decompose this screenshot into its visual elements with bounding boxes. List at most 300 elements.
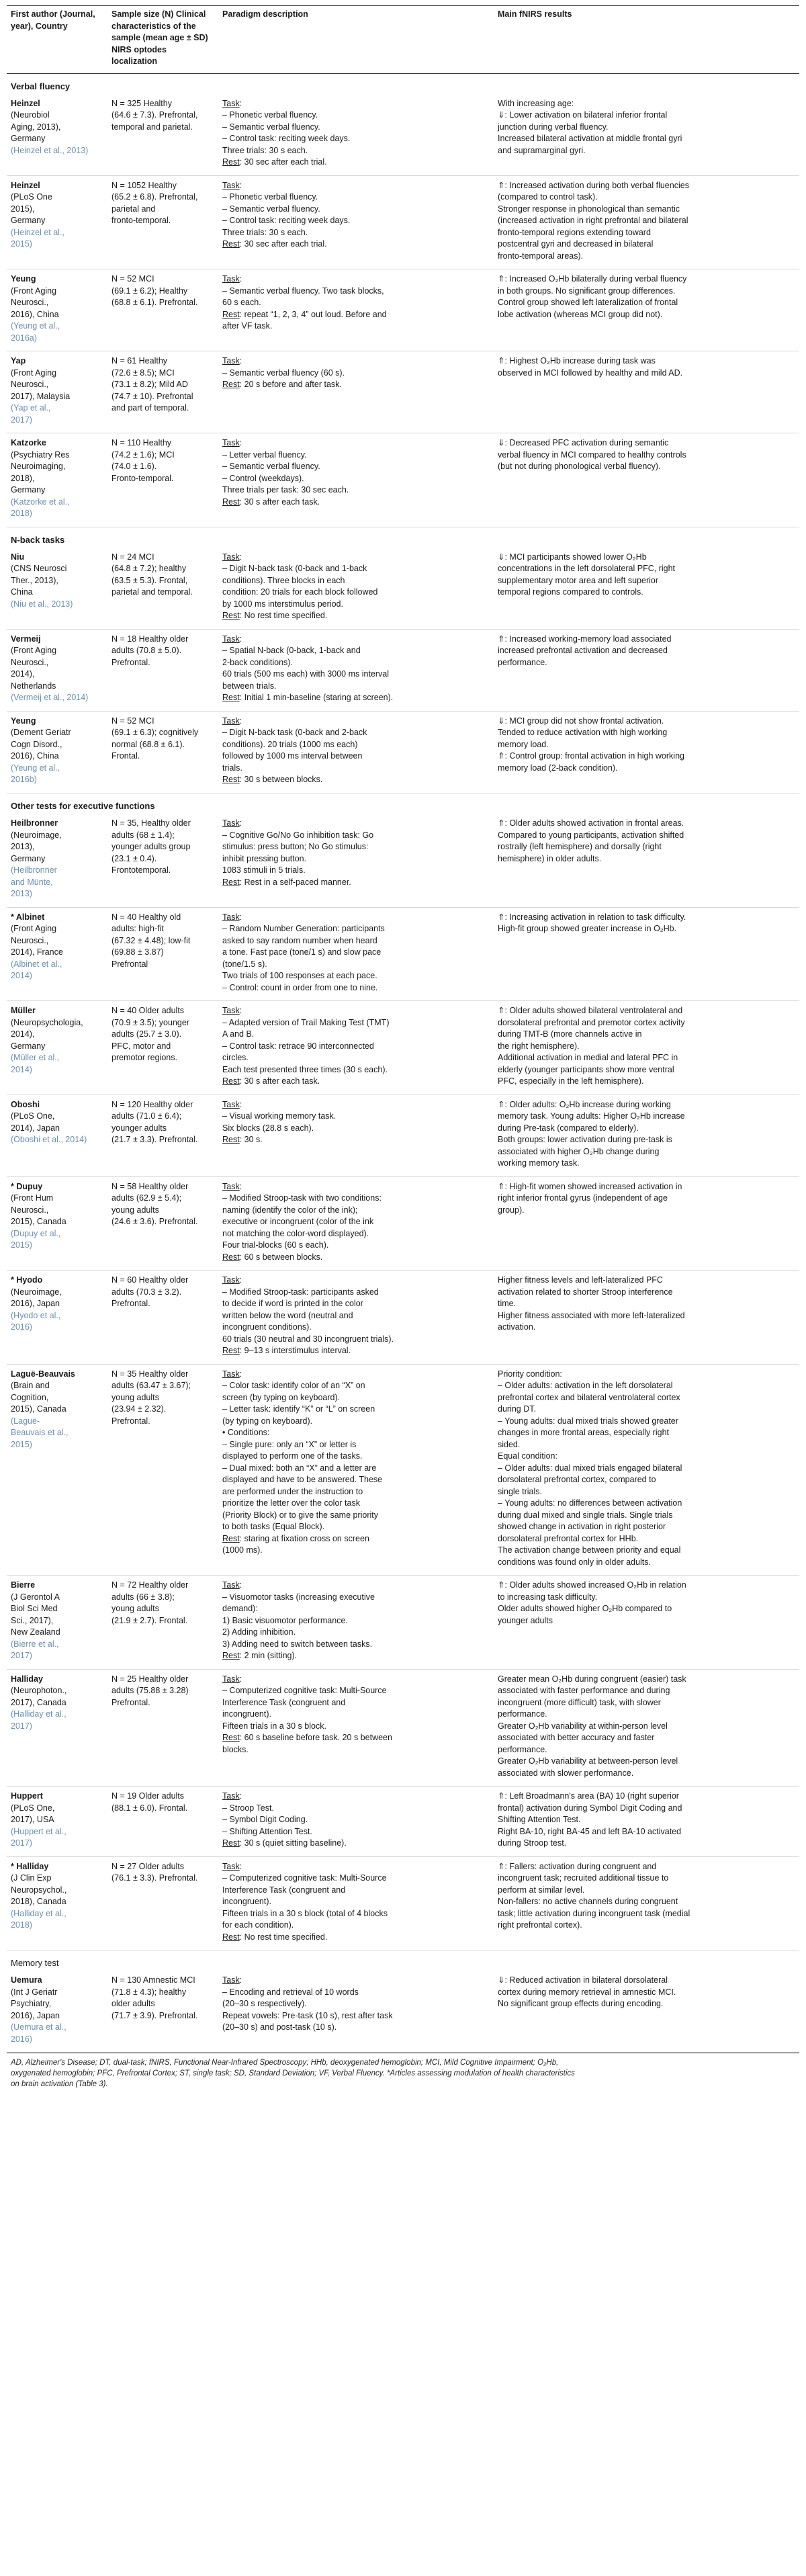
- results-line: in both groups. No significant group differences.: [498, 286, 676, 296]
- results-line: hemisphere) in older adults.: [498, 853, 602, 863]
- citation-link[interactable]: 2014): [11, 971, 32, 981]
- citation-link[interactable]: 2015): [11, 1439, 32, 1449]
- paradigm-line: condition: 20 trials for each block followed: [222, 587, 378, 597]
- paradigm-label: Rest: [222, 1838, 240, 1848]
- citation-link[interactable]: 2017): [11, 1838, 32, 1848]
- sample-line: N = 25 Healthy older: [111, 1674, 189, 1684]
- results-line: the right hemisphere).: [498, 1041, 580, 1051]
- paradigm-line: 1083 stimuli in 5 trials.: [222, 865, 306, 875]
- sample-line: (72.6 ± 8.5); MCI: [111, 368, 175, 378]
- author-detail: 2014), France: [11, 947, 63, 957]
- sample-line: (70.9 ± 3.5); younger: [111, 1017, 189, 1027]
- results-line: conditions was found only in older adults.: [498, 1557, 651, 1567]
- paradigm-line: Task:: [222, 1580, 242, 1590]
- citation-link[interactable]: Beauvais et al.,: [11, 1428, 69, 1438]
- paradigm-line: – Shifting Attention Test.: [222, 1826, 312, 1836]
- author-name: Heilbronner: [11, 818, 58, 828]
- sample-cell: [107, 1669, 218, 1787]
- author-cell: [7, 629, 107, 711]
- sample-cell: [107, 94, 218, 176]
- paradigm-line: inhibit pressing button.: [222, 853, 307, 863]
- table-body: [7, 73, 799, 2053]
- paradigm-label: Task: [222, 356, 240, 366]
- author-detail: (PLoS One,: [11, 1803, 55, 1813]
- paradigm-label: Task: [222, 438, 240, 448]
- results-line: Equal condition:: [498, 1451, 557, 1461]
- results-line: supplementary motor area and left superior: [498, 575, 659, 585]
- author-detail: Neuropsychol.,: [11, 1885, 67, 1895]
- results-line: (but not during phonological verbal fluency).: [498, 462, 661, 472]
- citation-link[interactable]: 2016a): [11, 333, 37, 343]
- results-line: ⇑: Highest O₂Hb increase during task was: [498, 356, 656, 366]
- author-name: Huppert: [11, 1791, 43, 1801]
- sample-cell: [107, 548, 218, 630]
- section-title: Other tests for executive functions: [11, 800, 155, 811]
- results-line: time.: [498, 1299, 517, 1309]
- sample-line: (68.8 ± 6.1). Prefrontal.: [111, 298, 198, 308]
- author-cell: [7, 1271, 107, 1365]
- author-detail: (PLoS One,: [11, 1111, 55, 1121]
- sample-line: Frontotemporal.: [111, 865, 171, 875]
- author-name: * Halliday: [11, 1861, 49, 1871]
- citation-link[interactable]: 2018): [11, 1920, 32, 1930]
- table-row: [7, 1271, 799, 1365]
- paradigm-line: Task:: [222, 1674, 242, 1684]
- paradigm-label: Rest: [222, 611, 240, 621]
- paradigm-line: written below the word (neutral and: [222, 1310, 353, 1320]
- author-detail: (J Gerontol A: [11, 1592, 60, 1602]
- paradigm-line: Task:: [222, 274, 242, 284]
- results-line: ⇑: Older adults showed bilateral ventrolateral and: [498, 1006, 683, 1016]
- paradigm-line: Four trial-blocks (60 s each).: [222, 1240, 329, 1250]
- author-detail: (Front Aging: [11, 286, 57, 296]
- citation-link[interactable]: (Bierre et al.,: [11, 1639, 59, 1649]
- results-line: right prefrontal cortex).: [498, 1920, 582, 1930]
- results-line: ⇑: Increasing activation in relation to task difficulty.: [498, 912, 686, 922]
- paradigm-line: Task:: [222, 1861, 242, 1871]
- results-line: ⇑: High-fit women showed increased activation in: [498, 1181, 682, 1191]
- sample-line: N = 35, Healthy older: [111, 818, 191, 828]
- sample-line: (88.1 ± 6.0). Frontal.: [111, 1803, 188, 1813]
- paradigm-line: conditions). Three blocks in each: [222, 575, 345, 585]
- table-row: [7, 1364, 799, 1576]
- results-line: ⇓: Lower activation on bilateral inferior frontal: [498, 110, 668, 120]
- paradigm-line: Rest: Initial 1 min-baseline (staring at screen).: [222, 693, 394, 703]
- paradigm-line: – Modified Stroop-task: participants asked: [222, 1287, 379, 1297]
- sample-cell: [107, 1094, 218, 1176]
- author-detail: China: [11, 587, 33, 597]
- author-detail: (Int J Geriatr: [11, 1987, 58, 1997]
- results-line: task; little activation during incongruent task (medial: [498, 1908, 690, 1918]
- results-line: associated with faster performance and during: [498, 1686, 670, 1696]
- sample-line: fronto-temporal.: [111, 216, 171, 226]
- citation-link[interactable]: (Yeung et al.,: [11, 763, 60, 773]
- results-line: Non-fallers: no active channels during congruent: [498, 1897, 678, 1907]
- citation-link[interactable]: 2017): [11, 1721, 32, 1731]
- citation-link[interactable]: 2014): [11, 1064, 32, 1074]
- paradigm-line: (20–30 s respectively).: [222, 1999, 307, 2009]
- paradigm-line: Rest: 30 sec after each trial.: [222, 157, 327, 167]
- paradigm-line: not matching the color-word displayed).: [222, 1228, 369, 1238]
- author-cell: [7, 351, 107, 433]
- paradigm-cell: [218, 1787, 494, 1857]
- author-detail: (Front Aging: [11, 368, 57, 378]
- sample-line: (73.1 ± 8.2); Mild AD: [111, 380, 188, 390]
- sample-cell: [107, 1787, 218, 1857]
- paradigm-label: Task: [222, 818, 240, 828]
- results-line: memory load (2-back condition).: [498, 763, 618, 773]
- citation-link[interactable]: (Niu et al., 2013): [11, 599, 73, 609]
- paradigm-line: Rest: No rest time specified.: [222, 611, 328, 621]
- sample-line: N = 61 Healthy: [111, 356, 168, 366]
- results-line: increased prefrontal activation and decreased: [498, 646, 668, 656]
- paradigm-line: Rest: 60 s baseline before task. 20 s between: [222, 1733, 392, 1743]
- results-line: The activation change between priority and equal: [498, 1545, 681, 1555]
- citation-link[interactable]: (Heinzel et al., 2013): [11, 145, 89, 155]
- author-cell: [7, 548, 107, 630]
- results-line: Priority condition:: [498, 1369, 562, 1379]
- results-line: verbal fluency in MCI compared to healthy controls: [498, 449, 686, 460]
- results-line: Compared to young participants, activation shifted: [498, 830, 684, 840]
- results-line: ⇑: Fallers: activation during congruent and: [498, 1861, 657, 1871]
- paradigm-line: 3) Adding need to switch between tasks.: [222, 1639, 373, 1649]
- paradigm-line: – Control task: reciting week days.: [222, 134, 351, 144]
- paradigm-line: incongruent).: [222, 1709, 271, 1719]
- citation-link[interactable]: (Dupuy et al.,: [11, 1228, 61, 1238]
- paradigm-line: executive or incongruent (color of the ink: [222, 1217, 374, 1227]
- citation-link[interactable]: (Halliday et al.,: [11, 1908, 66, 1918]
- paradigm-label: Task: [222, 274, 240, 284]
- author-name: * Albinet: [11, 912, 45, 922]
- citation-link[interactable]: (Halliday et al.,: [11, 1709, 66, 1719]
- results-line: (compared to control task).: [498, 192, 598, 202]
- results-line: dorsolateral prefrontal and premotor cortex activity: [498, 1017, 685, 1027]
- sample-cell: [107, 629, 218, 711]
- paradigm-line: 2) Adding inhibition.: [222, 1627, 296, 1637]
- author-detail: Netherlands: [11, 681, 56, 691]
- sample-cell: [107, 1001, 218, 1095]
- author-cell: [7, 711, 107, 793]
- table-header-row: [7, 6, 799, 74]
- paradigm-line: – Visuomotor tasks (increasing executive: [222, 1592, 375, 1602]
- citation-link[interactable]: (Yeung et al.,: [11, 321, 60, 331]
- results-line: – Young adults: no differences between activation: [498, 1498, 682, 1508]
- sample-line: N = 40 Older adults: [111, 1006, 185, 1016]
- paradigm-line: by 1000 ms interstimulus period.: [222, 599, 343, 609]
- paradigm-line: stimulus: press button; No Go stimulus:: [222, 842, 369, 852]
- header-results: Main fNIRS results: [494, 6, 799, 74]
- paradigm-line: Task:: [222, 180, 242, 190]
- paradigm-line: – Visual working memory task.: [222, 1111, 337, 1121]
- sample-line: adults: high-fit: [111, 924, 164, 934]
- paradigm-line: – Semantic verbal fluency.: [222, 462, 320, 472]
- paradigm-label: Rest: [222, 239, 240, 249]
- citation-link[interactable]: (Hyodo et al.,: [11, 1310, 61, 1320]
- paradigm-line: Rest: 30 s after each task.: [222, 1076, 320, 1086]
- citation-link[interactable]: 2015): [11, 1240, 32, 1250]
- author-detail: Aging, 2013),: [11, 122, 61, 132]
- sample-line: N = 18 Healthy older: [111, 634, 189, 644]
- citation-link[interactable]: 2017): [11, 1651, 32, 1661]
- author-detail: 2018), Canada: [11, 1897, 66, 1907]
- sample-line: adults (70.3 ± 3.2).: [111, 1287, 182, 1297]
- paradigm-cell: [218, 1856, 494, 1950]
- sample-line: N = 52 MCI: [111, 716, 154, 726]
- citation-link[interactable]: 2016): [11, 1322, 32, 1332]
- paradigm-label: Rest: [222, 157, 240, 167]
- paradigm-line: Interference Task (congruent and: [222, 1885, 346, 1895]
- paradigm-line: Three trials: 30 s each.: [222, 227, 308, 237]
- paradigm-line: Three trials per task: 30 sec each.: [222, 485, 349, 495]
- results-line: during Stroop test.: [498, 1838, 567, 1848]
- author-detail: (Front Aging: [11, 924, 57, 934]
- author-detail: 2018),: [11, 473, 35, 483]
- paradigm-line: (1000 ms).: [222, 1545, 263, 1555]
- sample-line: (23.1 ± 0.4).: [111, 853, 157, 863]
- sample-cell: [107, 269, 218, 351]
- results-line: Stronger response in phonological than semantic: [498, 204, 680, 214]
- table-row: [7, 814, 799, 907]
- paradigm-line: Fifteen trials in a 30 s block.: [222, 1721, 326, 1731]
- citation-link[interactable]: 2013): [11, 889, 32, 899]
- results-line: – Young adults: dual mixed trials showed greater: [498, 1416, 678, 1426]
- author-detail: Neurosci.,: [11, 657, 49, 667]
- sample-line: premotor regions.: [111, 1053, 177, 1063]
- author-name: Heinzel: [11, 98, 40, 108]
- author-detail: Germany: [11, 134, 46, 144]
- table-row: [7, 94, 799, 176]
- paradigm-line: – Dual mixed: both an “X” and a letter are: [222, 1463, 377, 1473]
- results-line: ⇓: MCI participants showed lower O₂Hb: [498, 552, 647, 562]
- table-row: [7, 1576, 799, 1670]
- paradigm-line: Task:: [222, 716, 242, 726]
- sample-line: N = 52 MCI: [111, 274, 154, 284]
- paradigm-line: 1) Basic visuomotor performance.: [222, 1615, 348, 1625]
- paradigm-line: – Computerized cognitive task: Multi-Source: [222, 1873, 387, 1883]
- author-detail: 2013),: [11, 842, 35, 852]
- results-cell: [494, 175, 799, 269]
- results-cell: [494, 269, 799, 351]
- author-detail: 2016), China: [11, 751, 59, 761]
- results-line: prefrontal cortex and bilateral ventrolateral cortex: [498, 1392, 680, 1402]
- author-cell: [7, 1971, 107, 2053]
- paradigm-line: Repeat vowels: Pre-task (10 s), rest after task: [222, 2010, 393, 2020]
- author-detail: 2017), Canada: [11, 1697, 66, 1707]
- author-name: Vermeij: [11, 634, 41, 644]
- sample-line: (63.5 ± 5.3). Frontal,: [111, 575, 188, 585]
- results-line: concentrations in the left dorsolateral PFC, right: [498, 564, 676, 574]
- citation-link[interactable]: (Katzorke et al.,: [11, 497, 70, 507]
- author-detail: Psychiatry,: [11, 1999, 52, 2009]
- paradigm-line: (tone/1.5 s).: [222, 959, 267, 969]
- citation-link[interactable]: (Müller et al.,: [11, 1053, 60, 1063]
- results-line: cortex during memory retrieval in amnestic MCI.: [498, 1987, 676, 1997]
- sample-cell: [107, 711, 218, 793]
- sample-line: (71.8 ± 4.3); healthy: [111, 1987, 187, 1997]
- table-row: [7, 433, 799, 527]
- paradigm-line: Task:: [222, 1099, 242, 1109]
- results-line: perform at similar level.: [498, 1885, 585, 1895]
- paradigm-line: Task:: [222, 98, 242, 108]
- results-line: ⇓: MCI group did not show frontal activation.: [498, 716, 664, 726]
- author-detail: Ther., 2013),: [11, 575, 58, 585]
- results-line: junction during verbal fluency.: [498, 122, 609, 132]
- sample-line: adults (68 ± 1.4);: [111, 830, 175, 840]
- citation-link[interactable]: 2016): [11, 2034, 32, 2044]
- sample-line: (69.88 ± 3.87): [111, 947, 164, 957]
- author-detail: Germany: [11, 485, 46, 495]
- results-line: memory task. Young adults: Higher O₂Hb increase: [498, 1111, 685, 1121]
- results-line: Right BA-10, right BA-45 and left BA-10 activated: [498, 1826, 682, 1836]
- author-detail: 2016), Japan: [11, 2010, 60, 2020]
- author-detail: 2016), Japan: [11, 1299, 60, 1309]
- results-line: Higher fitness levels and left-lateralized PFC: [498, 1275, 663, 1285]
- citation-link[interactable]: (Yap et al.,: [11, 403, 51, 413]
- paradigm-label: Rest: [222, 380, 240, 390]
- author-detail: New Zealand: [11, 1627, 60, 1637]
- citation-link[interactable]: 2015): [11, 239, 32, 249]
- results-line: and supramarginal gyri.: [498, 145, 586, 155]
- paradigm-line: – Spatial N-back (0-back, 1-back and: [222, 646, 361, 656]
- section-heading: [7, 527, 799, 548]
- paradigm-line: Rest: 30 sec after each trial.: [222, 239, 327, 249]
- citation-link[interactable]: (Huppert et al.,: [11, 1826, 66, 1836]
- paradigm-label: Task: [222, 1006, 240, 1016]
- results-line: showed change in activation in right posterior: [498, 1522, 666, 1532]
- citation-link[interactable]: (Albinet et al.,: [11, 959, 62, 969]
- author-detail: Neurosci.,: [11, 380, 49, 390]
- paradigm-line: – Encoding and retrieval of 10 words: [222, 1987, 359, 1997]
- table-row: [7, 1094, 799, 1176]
- results-line: fronto-temporal areas).: [498, 251, 584, 261]
- footnote-line: AD, Alzheimer's Disease; DT, dual-task; fNIRS, Functional Near-Infrared Spectroscopy; HHb, deoxygenated hemoglobin; MCI, Mild Cognitive Impairment; O₂Hb,: [11, 2059, 559, 2067]
- sample-line: N = 40 Healthy old: [111, 912, 181, 922]
- sample-line: parietal and: [111, 204, 156, 214]
- paradigm-line: – Phonetic verbal fluency.: [222, 110, 318, 120]
- sample-line: adults (63.47 ± 3.67);: [111, 1381, 191, 1391]
- paradigm-line: followed by 1000 ms interval between: [222, 751, 363, 761]
- sample-cell: [107, 351, 218, 433]
- paradigm-line: incongruent).: [222, 1897, 271, 1907]
- author-detail: Cogn Disord.,: [11, 739, 62, 749]
- paradigm-line: Each test presented three times (30 s each).: [222, 1064, 388, 1074]
- citation-link[interactable]: (Laguë-: [11, 1416, 40, 1426]
- sample-line: young adults: [111, 1604, 159, 1614]
- paradigm-label: Rest: [222, 775, 240, 785]
- sample-line: normal (68.8 ± 6.1).: [111, 739, 185, 749]
- author-name: Katzorke: [11, 438, 46, 448]
- author-cell: [7, 1787, 107, 1857]
- sample-line: adults (66 ± 3.8);: [111, 1592, 175, 1602]
- results-line: Older adults showed higher O₂Hb compared to: [498, 1604, 672, 1614]
- results-line: Both groups: lower activation during pre-task is: [498, 1135, 672, 1145]
- paradigm-label: Rest: [222, 693, 240, 703]
- paradigm-line: – Stroop Test.: [222, 1803, 274, 1813]
- results-line: activation related to shorter Stroop interference: [498, 1287, 673, 1297]
- paradigm-line: Rest: 2 min (sitting).: [222, 1651, 298, 1661]
- paradigm-line: 60 trials (500 ms each) with 3000 ms interval: [222, 669, 390, 679]
- paradigm-label: Task: [222, 634, 240, 644]
- sample-cell: [107, 1856, 218, 1950]
- table-row: [7, 548, 799, 630]
- paradigm-line: – Control task: reciting week days.: [222, 216, 351, 226]
- results-line: during DT.: [498, 1404, 536, 1414]
- author-detail: Germany: [11, 853, 46, 863]
- table-footnote: [7, 2053, 799, 2094]
- sample-cell: [107, 175, 218, 269]
- citation-link[interactable]: (Heilbronner: [11, 865, 57, 875]
- paradigm-line: for each condition).: [222, 1920, 294, 1930]
- results-cell: [494, 1094, 799, 1176]
- author-detail: Biol Sci Med: [11, 1604, 58, 1614]
- author-detail: 2014),: [11, 669, 35, 679]
- results-line: Increased bilateral activation at middle frontal gyri: [498, 134, 682, 144]
- citation-link[interactable]: 2018): [11, 509, 32, 519]
- results-line: Shifting Attention Test.: [498, 1815, 581, 1825]
- author-cell: [7, 907, 107, 1001]
- results-line: ⇑: Older adults: O₂Hb increase during working: [498, 1099, 671, 1109]
- citation-link[interactable]: 2017): [11, 415, 32, 425]
- footnote-line: on brain activation (Table 3).: [11, 2080, 108, 2089]
- paradigm-line: Rest: 60 s between blocks.: [222, 1252, 323, 1262]
- citation-link[interactable]: (Heinzel et al.,: [11, 227, 64, 237]
- paradigm-line: demand):: [222, 1604, 258, 1614]
- citation-link[interactable]: and Münte,: [11, 877, 53, 887]
- paradigm-line: Three trials: 30 s each.: [222, 145, 308, 155]
- sample-line: (21.9 ± 2.7). Frontal.: [111, 1615, 188, 1625]
- paradigm-line: Task:: [222, 1369, 242, 1379]
- paradigm-cell: [218, 1576, 494, 1670]
- paradigm-label: Rest: [222, 309, 240, 319]
- paradigm-line: Task:: [222, 912, 242, 922]
- paradigm-label: Task: [222, 180, 240, 190]
- results-line: memory load.: [498, 739, 549, 749]
- results-cell: [494, 1669, 799, 1787]
- paradigm-line: displayed and have to be answered. These: [222, 1475, 383, 1485]
- citation-link[interactable]: 2016b): [11, 775, 37, 785]
- author-detail: (Brain and: [11, 1381, 50, 1391]
- sample-line: (76.1 ± 3.3). Prefrontal.: [111, 1873, 198, 1883]
- results-line: Control group showed left lateralization of frontal: [498, 298, 678, 308]
- results-line: younger adults: [498, 1615, 553, 1625]
- results-line: associated with slower performance.: [498, 1768, 634, 1778]
- author-detail: 2015),: [11, 204, 35, 214]
- author-detail: (Neuroimage,: [11, 1287, 62, 1297]
- author-name: Yeung: [11, 716, 36, 726]
- paradigm-line: are performed under the instruction to: [222, 1486, 363, 1496]
- author-detail: (Psychiatry Res: [11, 449, 70, 460]
- paradigm-line: – Random Number Generation: participants: [222, 924, 385, 934]
- sample-line: older adults: [111, 1999, 155, 2009]
- paradigm-line: Rest: No rest time specified.: [222, 1932, 328, 1942]
- citation-link[interactable]: (Uemura et al.,: [11, 2022, 66, 2032]
- paradigm-line: Rest: 30 s between blocks.: [222, 775, 323, 785]
- section-title: Memory test: [11, 1958, 59, 1969]
- sample-line: parietal and temporal.: [111, 587, 193, 597]
- author-cell: [7, 94, 107, 176]
- citation-link[interactable]: (Vermeij et al., 2014): [11, 693, 89, 703]
- paradigm-line: blocks.: [222, 1744, 249, 1754]
- paradigm-cell: [218, 1971, 494, 2053]
- author-detail: Neurosci.,: [11, 1205, 49, 1215]
- sample-cell: [107, 433, 218, 527]
- paradigm-line: – Semantic verbal fluency. Two task blocks,: [222, 286, 384, 296]
- sample-line: (69.1 ± 6.2); Healthy: [111, 286, 188, 296]
- author-cell: [7, 1094, 107, 1176]
- results-line: sided.: [498, 1439, 521, 1449]
- citation-link[interactable]: (Oboshi et al., 2014): [11, 1135, 87, 1145]
- paradigm-line: Rest: 30 s.: [222, 1135, 263, 1145]
